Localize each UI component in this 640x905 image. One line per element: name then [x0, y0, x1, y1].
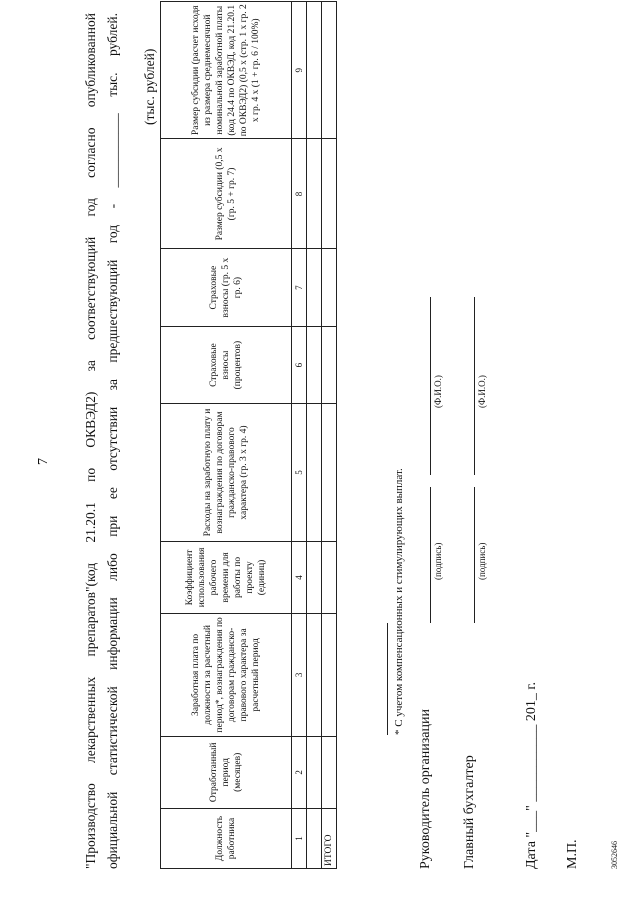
- column-number: 1: [292, 809, 307, 869]
- head-name-line[interactable]: [430, 297, 431, 475]
- accountant-name-caption: (Ф.И.О.): [477, 375, 487, 408]
- table-header-cell: Размер субсидии (0,5 х (гр. 5 + гр. 7): [161, 139, 292, 249]
- column-number: 4: [292, 541, 307, 613]
- table-header-cell: Коэффициент использования рабочего времени для работы по проекту (единиц): [161, 541, 292, 613]
- table-cell[interactable]: [322, 139, 337, 249]
- column-number: 2: [292, 736, 307, 808]
- header-line-2: официальной статистической информации либо при ее отсутствии за предшествующий год - ___________ тыс. рублей.: [105, 13, 120, 869]
- table-cell[interactable]: [322, 249, 337, 326]
- accountant-name-line[interactable]: [474, 297, 475, 475]
- footnote: * С учетом компенсационных и стимулирующих выплат.: [393, 468, 405, 735]
- table-cell[interactable]: [322, 2, 337, 139]
- column-number: 5: [292, 404, 307, 541]
- accountant-label: Главный бухгалтер: [462, 755, 477, 869]
- subsidy-table: [160, 1, 337, 869]
- table-cell[interactable]: [307, 541, 322, 613]
- table-cell[interactable]: [322, 326, 337, 403]
- unit-label: (тыс. рублей): [142, 48, 157, 125]
- head-label: Руководитель организации: [418, 709, 433, 869]
- table-cell[interactable]: [307, 404, 322, 541]
- head-signature-line[interactable]: [430, 487, 431, 623]
- column-number: 3: [292, 614, 307, 736]
- accountant-sign-caption: (подпись): [477, 542, 487, 580]
- column-number: 8: [292, 139, 307, 249]
- stamp-place: М.П.: [565, 839, 580, 869]
- column-number: 7: [292, 249, 307, 326]
- head-name-caption: (Ф.И.О.): [433, 375, 443, 408]
- table-header-row: [161, 2, 292, 869]
- table-cell[interactable]: [307, 139, 322, 249]
- column-number: 9: [292, 2, 307, 139]
- table-header-cell: Заработная плата по должности за расчетный период*, вознаграждения по договорам гражданско-правового характера за расчетный период: [161, 614, 292, 736]
- table-number-row: [292, 2, 307, 869]
- table-cell[interactable]: [307, 249, 322, 326]
- table-header-cell: Страховые взносы (гр. 5 х гр. 6): [161, 249, 292, 326]
- table-header-cell: Расходы на заработную плату и вознаграждения по договорам гражданско-правового характера (гр. 3 х гр. 4): [161, 404, 292, 541]
- table-cell[interactable]: [322, 614, 337, 736]
- header-line-1: "Производство лекарственных препаратов"(код 21.20.1 по ОКВЭД2) за соответствующий год согласно опубликованной: [83, 13, 98, 869]
- table-cell[interactable]: [322, 736, 337, 808]
- table-row: [307, 2, 322, 869]
- table-cell[interactable]: [307, 2, 322, 139]
- table-header-cell: Страховые взносы (процентов): [161, 326, 292, 403]
- date-line: Дата "___" ___________ 201_ г.: [524, 682, 539, 869]
- table-cell[interactable]: [307, 614, 322, 736]
- table-header-cell: Должность работника: [161, 809, 292, 869]
- footnote-divider: [387, 623, 388, 735]
- document-code: 3052646: [610, 841, 619, 869]
- table-header-cell: Отработанный период (месяцев): [161, 736, 292, 808]
- table-cell[interactable]: [322, 541, 337, 613]
- accountant-signature-line[interactable]: [474, 487, 475, 623]
- table-cell[interactable]: [307, 809, 322, 869]
- table-cell[interactable]: [307, 326, 322, 403]
- table-header-cell: Размер субсидии (расчет исходя из размера среднемесячной номинальной заработной платы (код 24.4 по ОКВЭД, код 21.20.1 по ОКВЭД2) (0,5 х (стр. 1 х гр. 2 х гр. 4 х (1 + гр. 6 / 100%): [161, 2, 292, 139]
- table-cell[interactable]: [307, 736, 322, 808]
- page-number: 7: [36, 458, 51, 465]
- table-cell[interactable]: [322, 404, 337, 541]
- column-number: 6: [292, 326, 307, 403]
- table-total-row: [322, 2, 337, 869]
- head-sign-caption: (подпись): [433, 542, 443, 580]
- total-label: ИТОГО: [322, 809, 337, 869]
